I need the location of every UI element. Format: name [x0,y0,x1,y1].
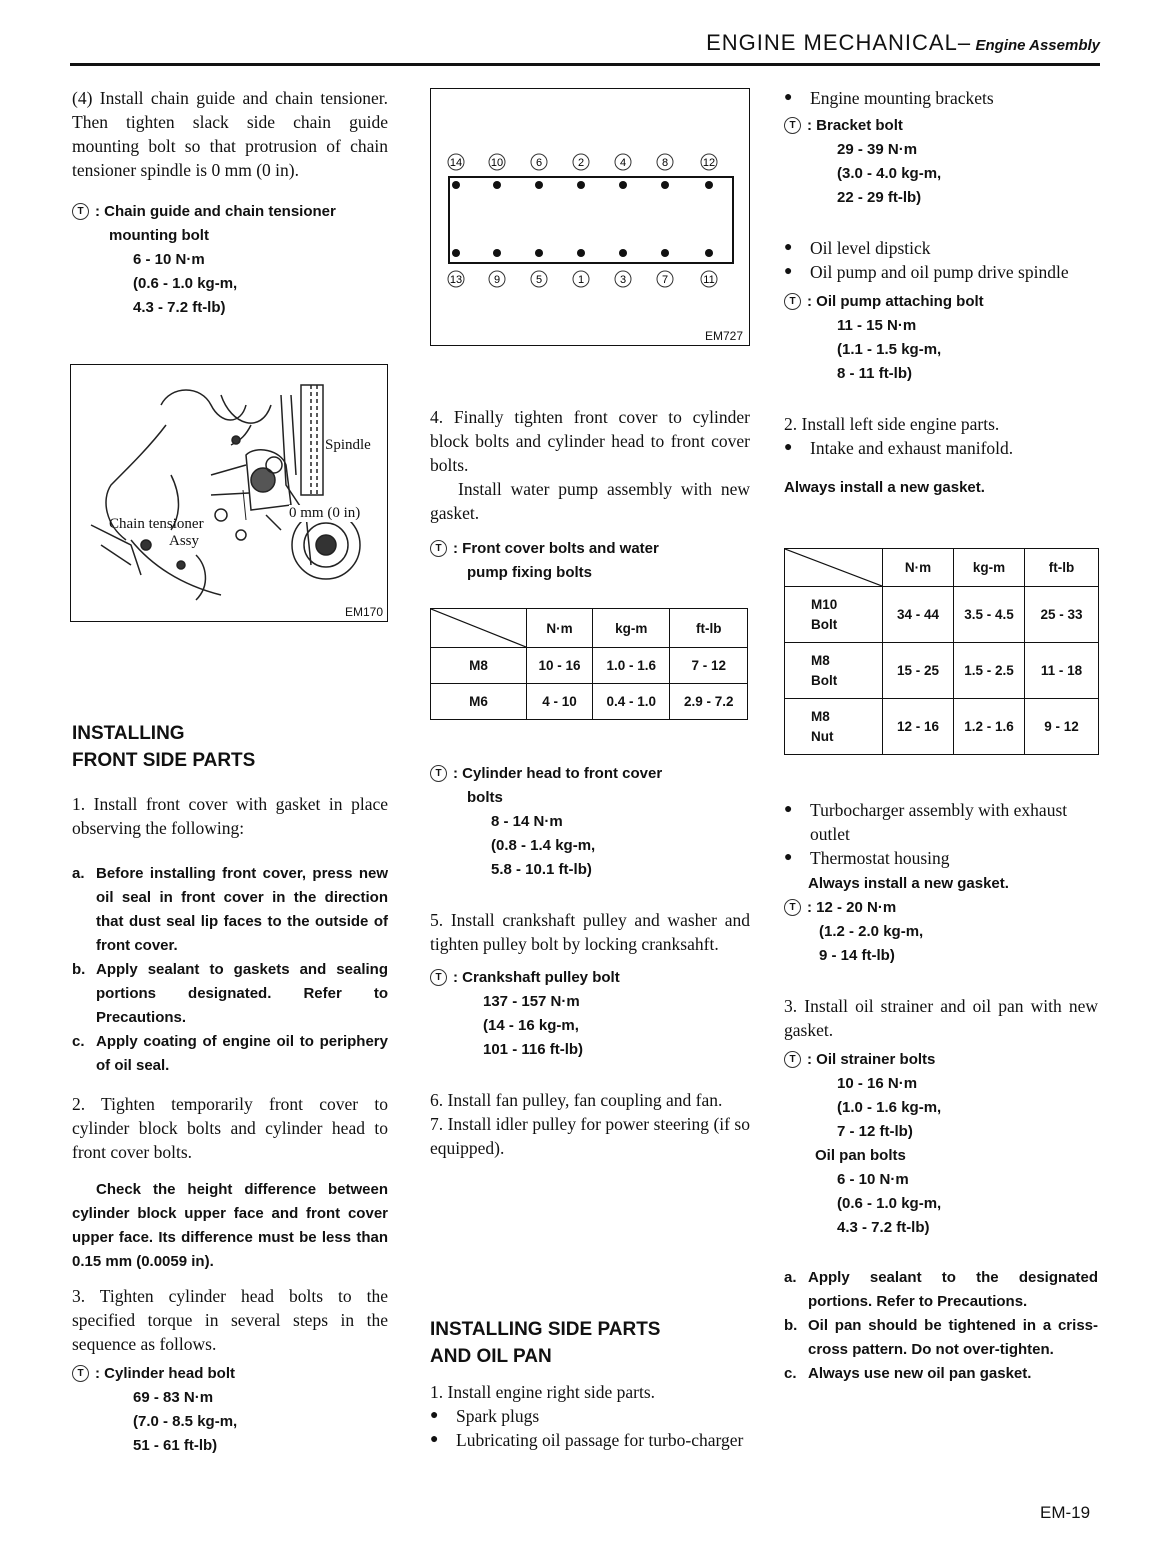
column-2-mid [430,762,750,1160]
section-heading-front-side: INSTALLING FRONT SIDE PARTS [72,723,256,771]
torque-value: (7.0 - 8.5 kg-m, [133,1413,238,1430]
section-heading-side-parts: INSTALLING SIDE PARTS AND OIL PAN [430,1319,661,1367]
page-number: EM-19 [1040,1503,1091,1522]
bottom-bolt-dot [452,249,460,257]
bottom-bolt-number: 9 [493,274,501,286]
torque-icon: T [784,899,801,916]
torque-value: 137 - 157 N·m [483,993,580,1010]
torque-value: (14 - 16 kg-m, [483,1017,579,1034]
figure-code: EM727 [704,329,743,343]
torque-value: 9 - 14 ft-lb) [819,947,895,964]
top-bolt-number: 4 [619,157,627,169]
torque-value: : 12 - 20 N·m [807,899,897,916]
torque-value: (3.0 - 4.0 kg-m, [837,165,942,182]
column-1 [72,86,388,320]
header-rule [70,63,1100,66]
step-4-text: 4. Finally tighten front cover to cylinder block bolts and cylinder head to front cover bolts. [430,407,750,475]
figure-bolt-sequence [430,88,750,346]
torque-value: 22 - 29 ft-lb) [837,189,922,206]
bottom-bolt-dot [535,249,543,257]
table-header: N·m [527,609,593,648]
note-item: a. Apply sealant to the designated portions. Refer to Precautions. [784,1269,1098,1310]
torque-value: (1.1 - 1.5 kg-m, [837,341,942,358]
top-bolt-dot [452,181,460,189]
step-3-text: 3. Tighten cylinder head bolts to the specified torque in several steps in the sequence as follows. [72,1286,388,1354]
gasket-note: Always install a new gasket. [784,479,985,496]
note-item: c. Apply coating of engine oil to periphery of oil seal. [72,1033,388,1074]
step-1-text: 1. Install front cover with gasket in place observing the following: [72,794,388,838]
torque-icon: T [784,293,801,310]
step-4-chain-text: (4) Install chain guide and chain tensioner. Then tighten slack side chain guide mounting bolt so that protrusion of chain tensioner spindle is 0 mm (0 in). [72,88,388,180]
header-dash: – [957,30,972,55]
top-bolt-number: 12 [702,157,716,169]
torque-label: : Oil pump attaching bolt [807,293,984,310]
table-row: M6 4 - 10 0.4 - 1.0 2.9 - 7.2 [431,684,748,720]
top-bolt-dot [493,181,501,189]
torque-value: 29 - 39 N·m [837,141,918,158]
table-row: M10 Bolt 34 - 44 3.5 - 4.5 25 - 33 [785,587,1099,643]
torque-value: (1.2 - 2.0 kg-m, [819,923,924,940]
table-row: M8 Bolt 15 - 25 1.5 - 2.5 11 - 18 [785,643,1099,699]
cylinder-head-cover-torque-spec [430,762,750,882]
table-row: M8 10 - 16 1.0 - 1.6 7 - 12 [431,648,748,684]
bolt-sequence-diagram [431,89,748,344]
torque-value: (0.6 - 1.0 kg-m, [133,275,238,292]
page-header [0,30,1100,56]
notes-list [72,862,388,1078]
torque-value: 8 - 11 ft-lb) [837,365,913,382]
check-note: Check the height difference between cylinder block upper face and front cover upper face. Its difference must be less than 0.15 mm (0.0059 in). [72,1181,388,1270]
table-corner [785,549,883,587]
column-3-lower [784,798,1098,1386]
torque-label-2: bolts [467,789,503,806]
bottom-bolt-number: 5 [535,274,543,286]
torque-icon: T [430,765,447,782]
chain-torque-spec [72,200,388,320]
torque-label: : Cylinder head to front cover [453,765,663,782]
head-torque-spec [72,1362,388,1458]
torque-value: 101 - 116 ft-lb) [483,1041,584,1058]
step-5-text: 5. Install crankshaft pulley and washer and tighten pulley bolt by locking cranksahft. [430,910,750,954]
oil-pump-torque-spec [784,290,1098,386]
note-item: a. Before installing front cover, press new oil seal in front cover in the direction that dust seal lip faces to the outside of front cover. [72,865,388,954]
column-2 [430,405,750,585]
header-subtitle: Engine Assembly [975,37,1100,54]
figure-code: EM170 [344,605,383,619]
table-row: M8 Nut 12 - 16 1.2 - 1.6 9 - 12 [785,699,1099,755]
top-bolt-number: 2 [577,157,585,169]
label-chain-tensioner: Chain tensioner [109,516,204,532]
notes-list [784,1266,1098,1386]
list-item: ● Intake and exhaust manifold. [784,438,1014,458]
torque-value: 51 - 61 ft-lb) [133,1437,218,1454]
torque-value: 6 - 10 N·m [837,1171,909,1188]
top-bolt-dot [705,181,713,189]
note-item: b. Apply sealant to gaskets and sealing portions designated. Refer to Precautions. [72,961,388,1026]
torque-label-2: pump fixing bolts [467,564,592,581]
torque-value: 5.8 - 10.1 ft-lb) [491,861,592,878]
table-header: kg-m [954,549,1025,587]
bottom-bolt-number: 3 [619,274,627,286]
list-item: ● Thermostat housing [784,848,950,868]
bottom-bolt-dot [493,249,501,257]
step-4b-text: Install water pump assembly with new gasket. [430,479,750,523]
torque-label-2: Oil pan bolts [815,1147,906,1164]
bottom-bolt-dot [577,249,585,257]
torque-label: : Oil strainer bolts [807,1051,936,1068]
torque-value: (0.8 - 1.4 kg-m, [491,837,596,854]
column-2-lower [430,1316,750,1452]
torque-table-manifold [784,548,1099,755]
step-3-oil-pan: 3. Install oil strainer and oil pan with new gasket. [784,996,1098,1040]
top-bolt-dot [661,181,669,189]
bottom-bolt-number: 13 [449,274,463,286]
table-corner [431,609,527,648]
side-step-1-text: 1. Install engine right side parts. [430,1382,656,1402]
figure-chain-tensioner [70,364,388,622]
crankshaft-torque-spec [430,966,750,1062]
bottom-bolt-dot [661,249,669,257]
torque-table-front [430,608,748,720]
torque-label: : Chain guide and chain tensioner [95,203,336,220]
top-bolt-number: 10 [490,157,504,169]
table-header: N·m [883,549,954,587]
top-bolt-dot [535,181,543,189]
torque-icon: T [430,540,447,557]
list-item: ● Lubricating oil passage for turbo-charger [430,1430,744,1450]
torque-value: 69 - 83 N·m [133,1389,214,1406]
note-item: b. Oil pan should be tightened in a criss-cross pattern. Do not over-tighten. [784,1317,1098,1358]
torque-value: (0.6 - 1.0 kg-m, [837,1195,942,1212]
table-header: ft-lb [1025,549,1099,587]
front-cover-torque-spec [430,537,750,585]
thermostat-torque-spec [784,896,1098,968]
torque-label: : Cylinder head bolt [95,1365,236,1382]
bottom-bolt-dot [619,249,627,257]
torque-label-2: mounting bolt [109,227,209,244]
torque-icon: T [72,1365,89,1382]
torque-value: 10 - 16 N·m [837,1075,918,1092]
step-7-text: 7. Install idler pulley for power steering (if so equipped). [430,1114,750,1158]
torque-value: 8 - 14 N·m [491,813,563,830]
left-side-step-2: 2. Install left side engine parts. [784,414,1000,434]
torque-value: 4.3 - 7.2 ft-lb) [133,299,226,316]
column-3 [784,86,1098,500]
table-header: ft-lb [670,609,748,648]
torque-label: : Crankshaft pulley bolt [453,969,620,986]
top-bolt-dot [577,181,585,189]
table-header: kg-m [592,609,670,648]
label-assy: Assy [169,533,200,549]
torque-value: 4.3 - 7.2 ft-lb) [837,1219,930,1236]
torque-label: : Bracket bolt [807,117,903,134]
list-item: ● Turbocharger assembly with exhaust outlet [784,800,1068,844]
strainer-torque-spec [784,1048,1098,1240]
list-item: ● Engine mounting brackets [784,88,994,108]
list-item: ● Oil level dipstick [784,238,931,258]
torque-value: 6 - 10 N·m [133,251,205,268]
top-bolt-number: 8 [661,157,669,169]
label-0mm: 0 mm (0 in) [289,505,361,521]
torque-value: 11 - 15 N·m [837,317,917,334]
header-title: ENGINE MECHANICAL [706,30,958,55]
top-bolt-number: 6 [535,157,543,169]
gasket-note-2: Always install a new gasket. [808,875,1009,892]
bottom-bolt-number: 7 [661,274,669,286]
step-6-text: 6. Install fan pulley, fan coupling and fan. [430,1090,723,1110]
step-2-text: 2. Tighten temporarily front cover to cylinder block bolts and cylinder head to front cover bolts. [72,1094,388,1162]
torque-value: 7 - 12 ft-lb) [837,1123,913,1140]
column-1-lower [72,720,388,1458]
torque-label: : Front cover bolts and water [453,540,659,557]
torque-icon: T [430,969,447,986]
bracket-torque-spec [784,114,1098,210]
label-spindle: Spindle [325,437,371,453]
list-item: ● Oil pump and oil pump drive spindle [784,262,1069,282]
torque-icon: T [784,117,801,134]
bottom-bolt-number: 11 [703,274,715,286]
top-bolt-dot [619,181,627,189]
bottom-bolt-dot [705,249,713,257]
note-item: c. Always use new oil pan gasket. [784,1365,1032,1382]
engine-illustration [71,365,386,620]
bottom-bolt-number: 1 [577,274,585,286]
torque-icon: T [72,203,89,220]
list-item: ● Spark plugs [430,1406,540,1426]
top-bolt-number: 14 [449,157,463,169]
torque-icon: T [784,1051,801,1068]
torque-value: (1.0 - 1.6 kg-m, [837,1099,942,1116]
